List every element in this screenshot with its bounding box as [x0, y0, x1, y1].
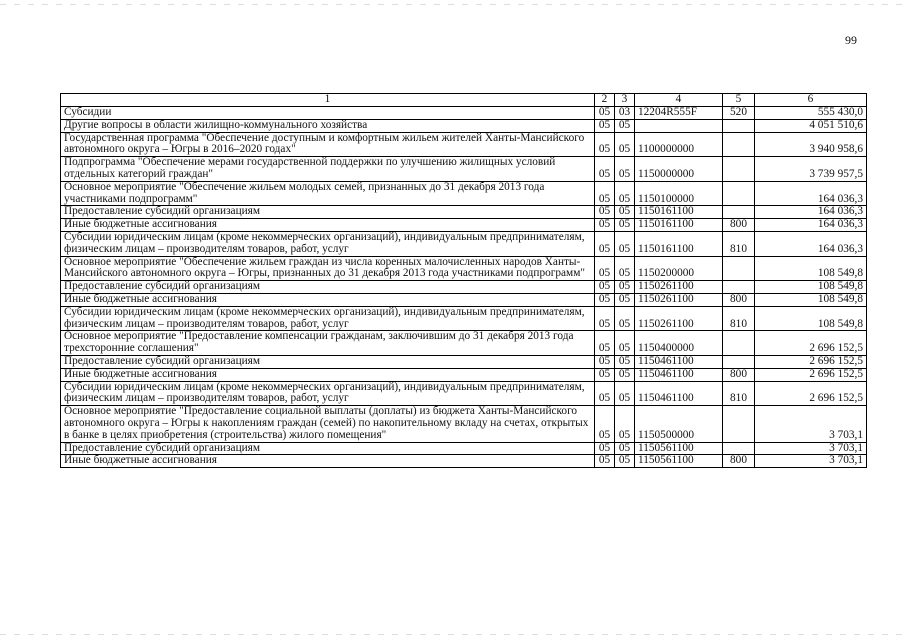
row-amount: 555 430,0: [755, 107, 867, 120]
row-subsection-code: 05: [615, 256, 635, 281]
row-target-article: 1150161100: [635, 231, 723, 256]
row-name: Предоставление субсидий организациям: [61, 355, 595, 368]
row-expense-type: [723, 157, 755, 182]
row-amount: 164 036,3: [755, 181, 867, 206]
table-row: [61, 331, 867, 356]
row-name: Иные бюджетные ассигнования: [61, 368, 595, 381]
row-section-code: 05: [595, 306, 615, 331]
table-row: [61, 231, 867, 256]
header-col-2: 2: [595, 94, 615, 107]
row-section-code: 05: [595, 381, 615, 406]
row-subsection-code: 05: [615, 455, 635, 468]
budget-table: [60, 93, 867, 468]
row-section-code: 05: [595, 331, 615, 356]
row-target-article: 1150561100: [635, 455, 723, 468]
row-name: Предоставление субсидий организациям: [61, 442, 595, 455]
scan-artifact-top: [0, 4, 905, 5]
row-subsection-code: 05: [615, 306, 635, 331]
row-expense-type: [723, 406, 755, 442]
row-expense-type: [723, 119, 755, 132]
row-target-article: 1100000000: [635, 132, 723, 157]
row-target-article: 1150000000: [635, 157, 723, 182]
row-name: Основное мероприятие "Обеспечение жильем молодых семей, признанных до 31 декабря 2013 года участниками подпрограмм": [61, 181, 595, 206]
row-name: Иные бюджетные ассигнования: [61, 293, 595, 306]
row-expense-type: 800: [723, 219, 755, 232]
row-target-article: 1150200000: [635, 256, 723, 281]
row-amount: 108 549,8: [755, 256, 867, 281]
row-target-article: 1150461100: [635, 381, 723, 406]
row-section-code: 05: [595, 281, 615, 294]
row-amount: 164 036,3: [755, 231, 867, 256]
table-row: [61, 181, 867, 206]
row-subsection-code: 05: [615, 119, 635, 132]
row-name: Иные бюджетные ассигнования: [61, 455, 595, 468]
row-amount: 3 703,1: [755, 406, 867, 442]
table-body: [61, 107, 867, 468]
page-number: 99: [845, 33, 857, 47]
row-section-code: 05: [595, 206, 615, 219]
row-subsection-code: 05: [615, 355, 635, 368]
row-amount: 3 703,1: [755, 455, 867, 468]
row-expense-type: 810: [723, 231, 755, 256]
row-subsection-code: 05: [615, 231, 635, 256]
row-expense-type: 520: [723, 107, 755, 120]
row-subsection-code: 05: [615, 406, 635, 442]
row-subsection-code: 05: [615, 281, 635, 294]
row-target-article: 1150561100: [635, 442, 723, 455]
table-header-row: [61, 94, 867, 107]
row-target-article: 1150400000: [635, 331, 723, 356]
row-name: Основное мероприятие "Предоставление компенсации гражданам, заключившим до 31 декабря 2013 года трехсторонние соглашения": [61, 331, 595, 356]
row-target-article: 1150261100: [635, 306, 723, 331]
row-amount: 2 696 152,5: [755, 355, 867, 368]
row-subsection-code: 05: [615, 132, 635, 157]
row-section-code: 05: [595, 107, 615, 120]
table-row: [61, 107, 867, 120]
row-subsection-code: 05: [615, 219, 635, 232]
row-amount: 108 549,8: [755, 281, 867, 294]
row-subsection-code: 05: [615, 157, 635, 182]
row-name: Основное мероприятие "Предоставление социальной выплаты (доплаты) из бюджета Ханты-Мансийского автономного округа – Югры к накоплениям граждан (семей) по накопительному вкладу на счетах, открытых в банке в целях приобретения (строительства) жилого помещения": [61, 406, 595, 442]
row-section-code: 05: [595, 157, 615, 182]
row-name: Подпрограмма "Обеспечение мерами государственной поддержки по улучшению жилищных условий отдельных категорий граждан": [61, 157, 595, 182]
row-section-code: 05: [595, 256, 615, 281]
row-subsection-code: 05: [615, 442, 635, 455]
table-row: [61, 281, 867, 294]
row-subsection-code: 05: [615, 181, 635, 206]
table-row: [61, 306, 867, 331]
row-target-article: 12204R555F: [635, 107, 723, 120]
row-amount: 3 940 958,6: [755, 132, 867, 157]
row-name: Предоставление субсидий организациям: [61, 206, 595, 219]
row-section-code: 05: [595, 293, 615, 306]
row-expense-type: [723, 355, 755, 368]
row-name: Иные бюджетные ассигнования: [61, 219, 595, 232]
table-row: [61, 406, 867, 442]
row-name: Другие вопросы в области жилищно-коммунального хозяйства: [61, 119, 595, 132]
row-expense-type: 800: [723, 368, 755, 381]
row-name: Субсидии юридическим лицам (кроме некоммерческих организаций), индивидуальным предпринимателям, физическим лицам – производителям товаров, работ, услуг: [61, 231, 595, 256]
row-subsection-code: 03: [615, 107, 635, 120]
table-row: [61, 119, 867, 132]
row-name: Субсидии юридическим лицам (кроме некоммерческих организаций), индивидуальным предпринимателям, физическим лицам – производителям товаров, работ, услуг: [61, 306, 595, 331]
row-target-article: 1150261100: [635, 281, 723, 294]
table-row: [61, 157, 867, 182]
scan-artifact-bottom: [0, 634, 905, 635]
row-name: Субсидии: [61, 107, 595, 120]
row-amount: 108 549,8: [755, 306, 867, 331]
row-subsection-code: 05: [615, 331, 635, 356]
row-expense-type: 800: [723, 293, 755, 306]
row-expense-type: [723, 181, 755, 206]
row-name: Субсидии юридическим лицам (кроме некоммерческих организаций), индивидуальным предпринимателям, физическим лицам – производителям товаров, работ, услуг: [61, 381, 595, 406]
row-expense-type: [723, 256, 755, 281]
row-subsection-code: 05: [615, 293, 635, 306]
row-section-code: 05: [595, 181, 615, 206]
row-section-code: 05: [595, 455, 615, 468]
row-amount: 3 739 957,5: [755, 157, 867, 182]
row-section-code: 05: [595, 119, 615, 132]
row-target-article: [635, 119, 723, 132]
row-section-code: 05: [595, 442, 615, 455]
row-name: Основное мероприятие "Обеспечение жильем граждан из числа коренных малочисленных народов Ханты-Мансийского автономного округа – Югры, признанных до 31 декабря 2013 года участниками подпрограмм": [61, 256, 595, 281]
table-row: [61, 455, 867, 468]
row-section-code: 05: [595, 406, 615, 442]
row-expense-type: [723, 206, 755, 219]
row-subsection-code: 05: [615, 381, 635, 406]
row-section-code: 05: [595, 368, 615, 381]
row-expense-type: [723, 442, 755, 455]
row-amount: 2 696 152,5: [755, 381, 867, 406]
row-target-article: 1150100000: [635, 181, 723, 206]
row-subsection-code: 05: [615, 206, 635, 219]
row-amount: 2 696 152,5: [755, 331, 867, 356]
row-target-article: 1150461100: [635, 368, 723, 381]
table-row: [61, 442, 867, 455]
row-name: Государственная программа "Обеспечение доступным и комфортным жильем жителей Ханты-Мансийского автономного округа – Югры в 2016–2020 годах": [61, 132, 595, 157]
row-amount: 3 703,1: [755, 442, 867, 455]
header-col-4: 4: [635, 94, 723, 107]
row-subsection-code: 05: [615, 368, 635, 381]
table-row: [61, 256, 867, 281]
row-target-article: 1150161100: [635, 206, 723, 219]
header-col-6: 6: [755, 94, 867, 107]
table-row: [61, 368, 867, 381]
row-expense-type: 800: [723, 455, 755, 468]
row-section-code: 05: [595, 355, 615, 368]
table-row: [61, 381, 867, 406]
row-expense-type: [723, 132, 755, 157]
header-col-3: 3: [615, 94, 635, 107]
row-section-code: 05: [595, 219, 615, 232]
row-amount: 108 549,8: [755, 293, 867, 306]
row-target-article: 1150261100: [635, 293, 723, 306]
table-row: [61, 219, 867, 232]
table-row: [61, 206, 867, 219]
row-section-code: 05: [595, 231, 615, 256]
row-name: Предоставление субсидий организациям: [61, 281, 595, 294]
row-amount: 2 696 152,5: [755, 368, 867, 381]
row-amount: 4 051 510,6: [755, 119, 867, 132]
header-col-5: 5: [723, 94, 755, 107]
row-expense-type: [723, 331, 755, 356]
table-row: [61, 355, 867, 368]
row-section-code: 05: [595, 132, 615, 157]
row-target-article: 1150461100: [635, 355, 723, 368]
table-row: [61, 293, 867, 306]
table-row: [61, 132, 867, 157]
row-expense-type: 810: [723, 381, 755, 406]
row-target-article: 1150500000: [635, 406, 723, 442]
row-expense-type: 810: [723, 306, 755, 331]
row-target-article: 1150161100: [635, 219, 723, 232]
row-amount: 164 036,3: [755, 206, 867, 219]
row-amount: 164 036,3: [755, 219, 867, 232]
header-col-1: 1: [61, 94, 595, 107]
row-expense-type: [723, 281, 755, 294]
